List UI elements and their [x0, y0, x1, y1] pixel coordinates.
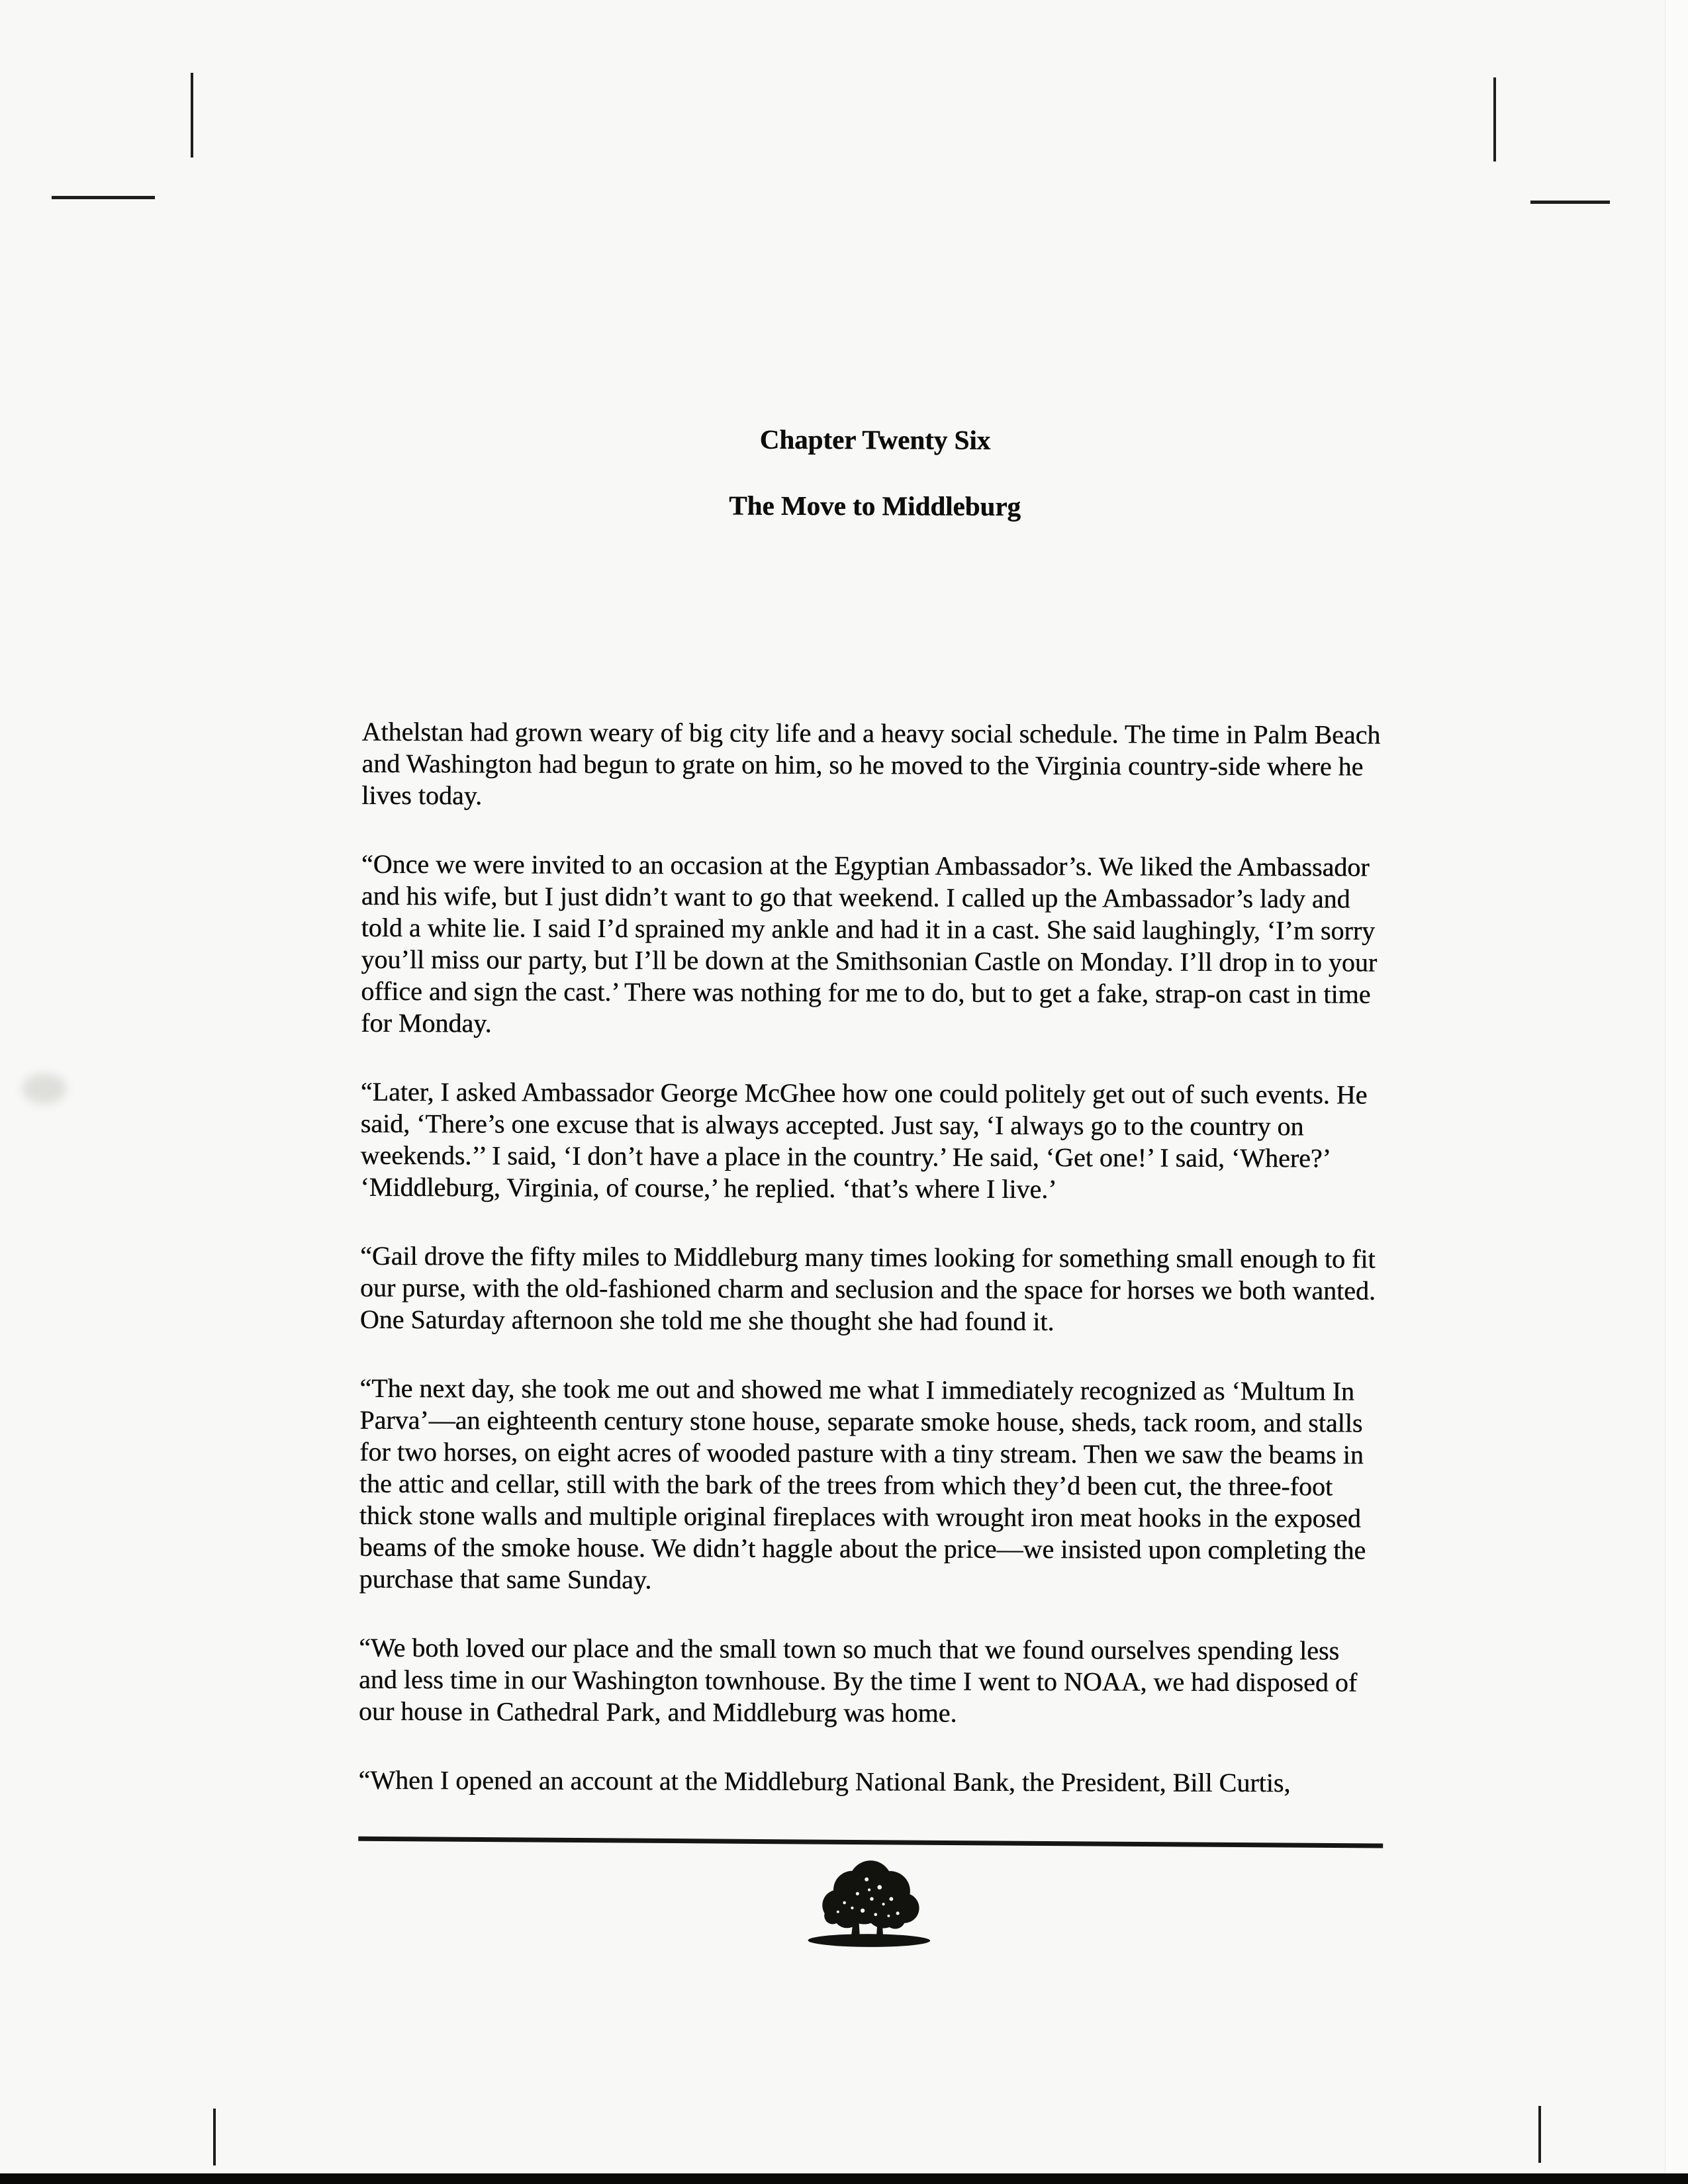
footer-rule: [358, 1837, 1383, 1848]
chapter-heading: Chapter Twenty Six: [759, 424, 991, 455]
body-paragraph: Athelstan had grown weary of big city life and a heavy social schedule. The time in Palm Beach and Washington had begun to grate on him, so he moved to the Virginia country-side where he lives today.: [361, 716, 1381, 811]
tree-ornament-icon: [799, 1852, 942, 1952]
body-paragraph: “Gail drove the fifty miles to Middleburg many times looking for something small enough to fit our purse, with the old-fashioned charm and seclusion and the space for horses we both wanted. One Saturday afternoon she told me she thought she had found it.: [359, 1240, 1376, 1337]
body-paragraph: “Once we were invited to an occasion at the Egyptian Ambassador’s. We liked the Ambassador and his wife, but I just didn’t want to go that weekend. I called up the Ambassador’s lady and told a white lie. I said I’d sprained my ankle and had it in a cast. She said laughingly, ‘I’m sorry you’ll miss our party, but I’ll be down at the Smithsonian Castle on Monday. I’ll drop in to your office and sign the cast.’ There was nothing for me to do, but to get a fake, strap-on cast in time for Monday.: [361, 848, 1378, 1038]
chapter-title: The Move to Middleburg: [729, 490, 1021, 522]
body-text: [358, 716, 1386, 1799]
body-paragraph: “When I opened an account at the Middleburg National Bank, the President, Bill Curtis,: [358, 1764, 1291, 1798]
body-paragraph: “Later, I asked Ambassador George McGhee how one could politely get out of such events. He said, ‘There’s one excuse that is always accepted. Just say, ‘I always go to the country on weekends.’’ I said, ‘I don’t have a place in the country.’ He said, ‘Get one!’ I said, ‘Where?’ ‘Middleburg, Virginia, of course,’ he replied. ‘that’s where I live.’: [360, 1076, 1368, 1205]
text-column: [358, 0, 1389, 1954]
body-paragraph: “We both loved our place and the small town so much that we found ourselves spending less and less time in our Washington townhouse. By the time I went to NOAA, we had disposed of our house in Cathedral Park, and Middleburg was home.: [358, 1632, 1358, 1728]
scanner-edge-bar: [0, 2173, 1688, 2184]
body-paragraph: “The next day, she took me out and showed me what I immediately recognized as ‘Multum In Parva’—an eighteenth century stone house, separate smoke house, sheds, tack room, and stalls for two horses, on eight acres of wooded pasture with a tiny stream. Then we saw the beams in the attic and cellar, still with the bark of the trees from which they’d been cut, the three-foot thick stone walls and multiple original fireplaces with wrought iron meat hooks in the exposed beams of the smoke house. We didn’t haggle about the price—we insisted upon completing the purchase that same Sunday.: [359, 1373, 1366, 1595]
